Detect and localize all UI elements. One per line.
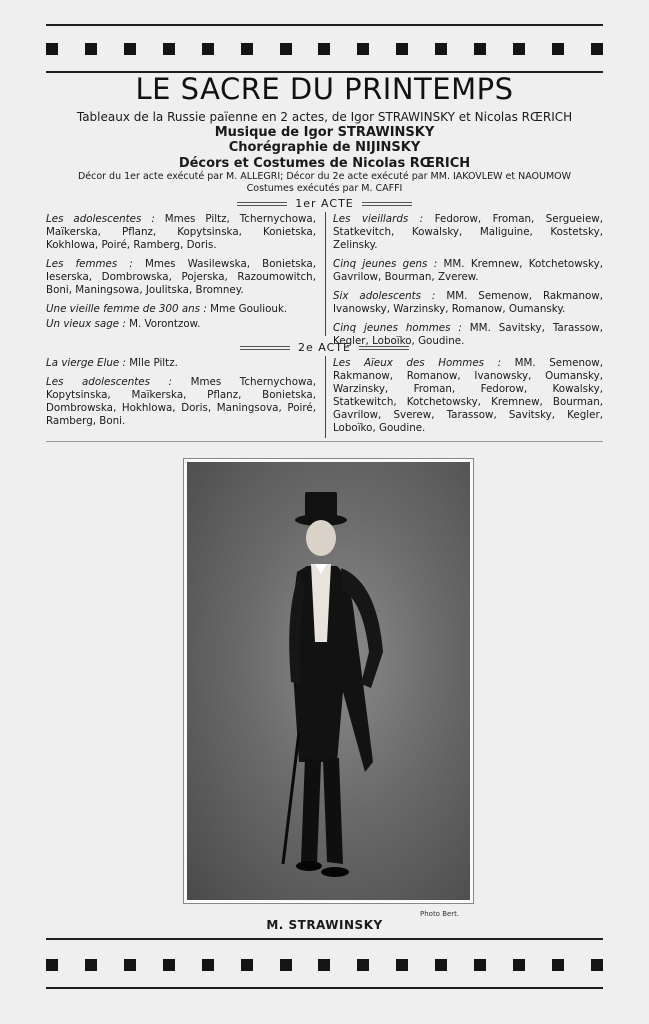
cast-entry: Six adolescents : MM. Semenow, Rakmanow, Ivanowsky, Warzinsky, Romanow, Oumansky. bbox=[333, 290, 604, 315]
cast-entry: Les femmes : Mmes Wasilewska, Bonietska, Ieserska, Dombrowska, Pojerska, Razoumowitch, Boni, Maningsowa, Joulitska, Bromney. bbox=[46, 258, 316, 296]
acte1-left-column bbox=[46, 213, 316, 337]
photo-credit: Photo Bert. bbox=[420, 910, 460, 918]
music-credit: Musique de Igor STRAWINSKY bbox=[214, 125, 435, 140]
acte2-left-column bbox=[46, 357, 316, 434]
acte1-heading-text: 1er ACTE bbox=[295, 197, 354, 210]
strawinsky-figure-illustration bbox=[187, 462, 470, 900]
acte1-heading bbox=[46, 197, 603, 210]
top-square-border bbox=[46, 43, 603, 55]
cast-entry: Les adolescentes : Mmes Piltz, Tchernychowa, Maïkerska, Pflanz, Kopytsinska, Konietska, Kokhlowa, Poiré, Ramberg, Doris. bbox=[46, 213, 316, 251]
cast-entry: Un vieux sage : M. Vorontzow. bbox=[46, 318, 201, 330]
cast-entry: Les adolescentes : Mmes Tchernychowa, Kopytsinska, Maïkerska, Pflanz, Bonietska, Dombrowska, Hokhlowa, Doris, Maningsova, Poiré, Ramberg, Boni. bbox=[46, 376, 316, 427]
page-title: LE SACRE DU PRINTEMPS bbox=[135, 72, 514, 106]
acte1-right-column bbox=[333, 213, 603, 354]
cast-entry: La vierge Elue : Mlle Piltz. bbox=[46, 357, 178, 369]
acte1-column-divider bbox=[325, 212, 326, 336]
subtitle: Tableaux de la Russie païenne en 2 actes, de Igor STRAWINSKY et Nicolas RŒRICH bbox=[76, 110, 573, 124]
cast-entry: Les vieillards : Fedorow, Froman, Sergueiew, Statkevitch, Kowalsky, Maliguine, Kostetsky, Zelinsky. bbox=[333, 213, 603, 251]
decor-credit: Décors et Costumes de Nicolas RŒRICH bbox=[178, 156, 471, 171]
photo-caption: M. STRAWINSKY bbox=[266, 918, 383, 932]
portrait-photo bbox=[187, 462, 470, 900]
top-rule bbox=[46, 24, 603, 26]
decor-detail: Décor du 1er acte exécuté par M. ALLEGRI; Décor du 2e acte exécuté par MM. IAKOVLEW et NAOUMOW bbox=[77, 171, 572, 182]
bottom-rule-lower bbox=[46, 987, 603, 989]
costumes-credit: Costumes exécutés par M. CAFFI bbox=[246, 183, 403, 194]
choreography-credit: Chorégraphie de NIJINSKY bbox=[228, 140, 421, 155]
cast-entry: Une vieille femme de 300 ans : Mme Gouliouk. bbox=[46, 303, 288, 315]
section-divider bbox=[46, 441, 603, 442]
cast-entry: Les Aïeux des Hommes : MM. Semenow, Rakmanow, Romanow, Ivanowsky, Oumansky, Warzinsky, Froman, Fedorow, Kowalsky, Statkewitch, Kotchetowsky, Kremnew, Bourman, Gavrilow, Sverew, Tarassow, Savitsky, Kegler, Loboïko, Goudine. bbox=[333, 357, 603, 434]
acte2-heading bbox=[46, 341, 603, 354]
bottom-square-border bbox=[46, 959, 603, 971]
acte2-heading-text: 2e ACTE bbox=[298, 341, 351, 354]
bottom-rule bbox=[46, 938, 603, 940]
cast-entry: Cinq jeunes gens : MM. Kremnew, Kotchetowsky, Gavrilow, Bourman, Zverew. bbox=[333, 258, 603, 283]
acte2-column-divider bbox=[325, 356, 326, 438]
acte2-right-column bbox=[333, 357, 603, 441]
portrait-photo-frame bbox=[183, 458, 474, 904]
cast-entry: Cinq jeunes hommes : MM. Savitsky, Tarassow, Kegler, Loboïko, Goudine. bbox=[333, 322, 603, 347]
